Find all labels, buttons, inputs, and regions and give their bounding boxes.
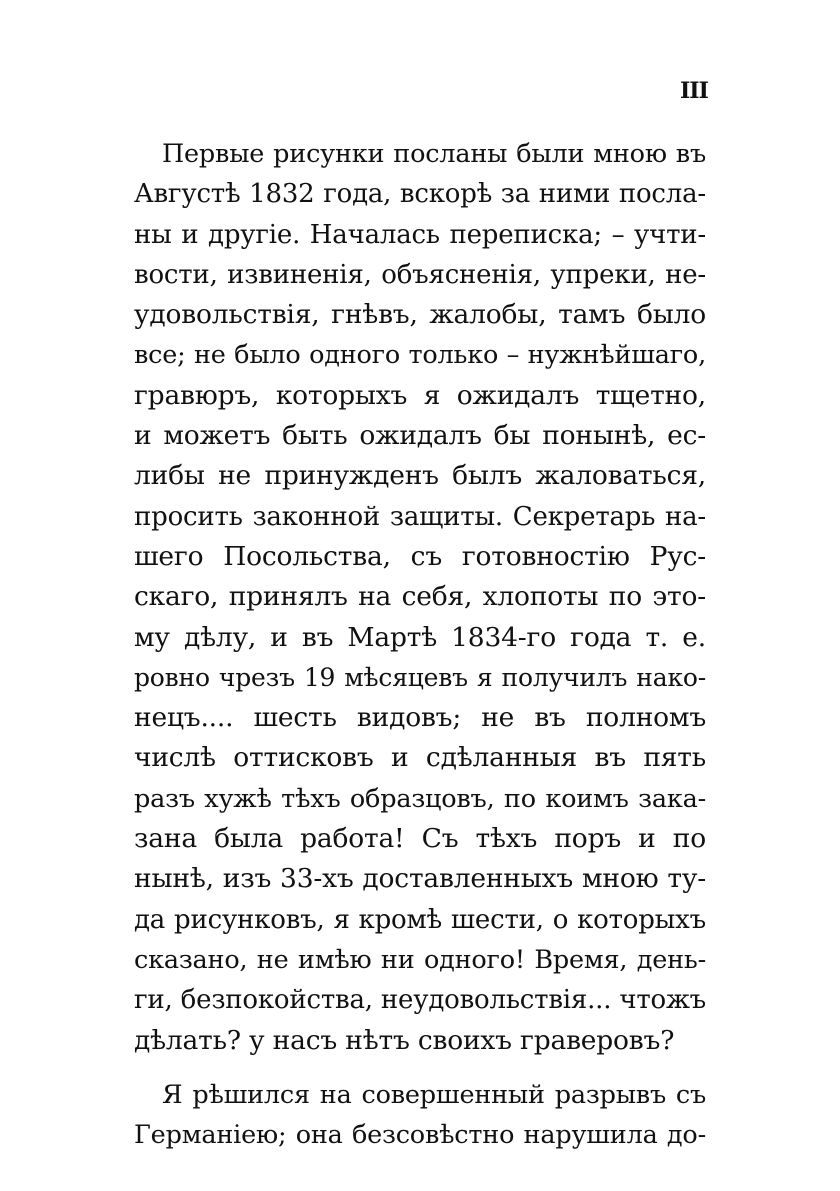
text-line: и можетъ быть ожидалъ бы понынѣ, ес- — [134, 420, 706, 452]
text-line: удовольствія, гнѣвъ, жалобы, тамъ было — [134, 299, 706, 331]
text-line: скаго, принялъ на себя, хлопоты по это- — [134, 581, 706, 613]
text-line: все; не было одного только – нужнѣйшаго, — [134, 340, 706, 371]
text-line: ны и другіе. Началась переписка; – учти- — [134, 219, 706, 250]
text-line: му дѣлу, и въ Мартѣ 1834-го года т. е. — [134, 621, 706, 653]
text-line: Августѣ 1832 года, вскорѣ за ними посла- — [134, 179, 706, 210]
text-line: ровно чрезъ 19 мѣсяцевъ я получилъ нако- — [134, 662, 706, 692]
text-line: нецъ.... шесть видовъ; не въ полномъ — [134, 702, 706, 734]
text-line: либы не принужденъ былъ жаловаться, — [134, 460, 706, 492]
text-line: ги, безпокойства, неудовольствія... чтожъ — [134, 985, 707, 1016]
paragraph-break — [134, 1061, 706, 1075]
text-line: шего Посольства, съ готовностію Рус- — [134, 540, 706, 572]
text-line: просить законной защиты. Секретарь на- — [134, 501, 706, 532]
text-line: числѣ оттисковъ и сдѣланныя въ пять — [134, 742, 706, 774]
text-line: зана была работа! Съ тѣхъ поръ и по — [134, 823, 706, 855]
page-number: III — [680, 78, 708, 104]
text-line: дѣлать? у насъ нѣтъ своихъ граверовъ? — [134, 1024, 675, 1056]
text-line: разъ хужѣ тѣхъ образцовъ, по коимъ зака- — [134, 783, 706, 814]
text-line: Германіею; она безсовѣстно нарушила до- — [134, 1120, 706, 1151]
text-line: сказано, не имѣю ни одного! Время, день- — [134, 944, 706, 975]
text-line: нынѣ, изъ 33-хъ доставленныхъ мною ту- — [134, 863, 706, 895]
text-line: вости, извиненія, объясненія, упреки, не- — [134, 259, 706, 290]
text-line: да рисунковъ, я кромѣ шести, о которыхъ — [134, 904, 706, 935]
text-line: Я рѣшился на совершенный разрывъ съ — [162, 1079, 706, 1110]
text-line: гравюръ, которыхъ я ожидалъ тщетно, — [134, 379, 706, 411]
body-text — [134, 134, 706, 1155]
text-line: Первые рисунки посланы были мною въ — [162, 139, 706, 169]
